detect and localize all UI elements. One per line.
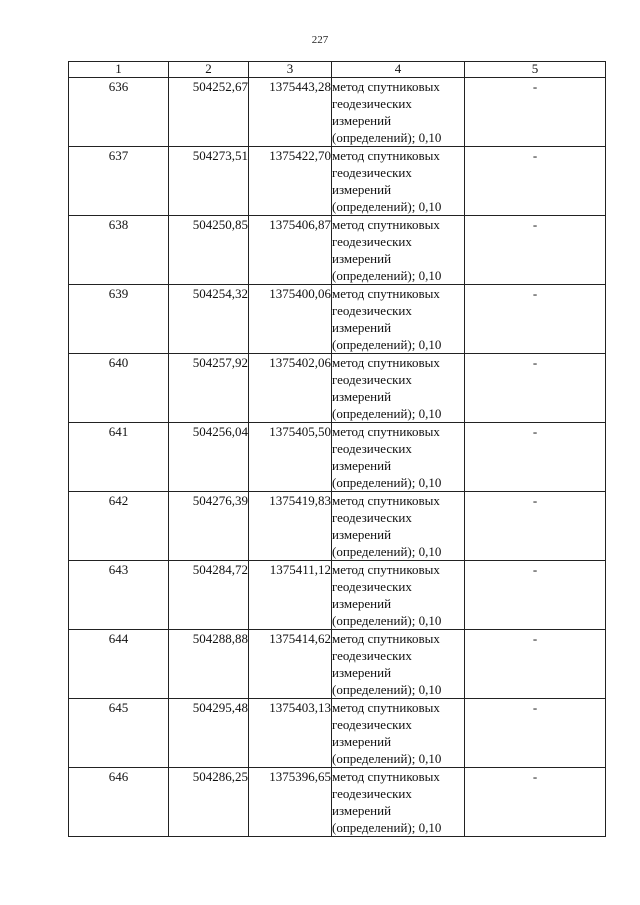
method-cell — [332, 423, 465, 492]
method-text-line: измерений — [332, 734, 392, 749]
x-coordinate-cell: 504252,67 — [169, 78, 249, 147]
method-text-line: (определений); 0,10 — [332, 268, 442, 283]
method-cell — [332, 768, 465, 837]
column-header: 1 — [69, 62, 169, 78]
point-number-cell: 642 — [69, 492, 169, 561]
point-number-cell: 644 — [69, 630, 169, 699]
method-text-line: геодезических — [332, 303, 412, 318]
method-text-line: геодезических — [332, 441, 412, 456]
note-cell: - — [465, 561, 606, 630]
method-cell — [332, 216, 465, 285]
y-coordinate-cell: 1375402,06 — [249, 354, 332, 423]
y-coordinate-cell: 1375396,65 — [249, 768, 332, 837]
x-coordinate-cell: 504254,32 — [169, 285, 249, 354]
method-text-line: (определений); 0,10 — [332, 751, 442, 766]
y-coordinate-cell: 1375406,87 — [249, 216, 332, 285]
method-cell — [332, 492, 465, 561]
method-text-line: геодезических — [332, 717, 412, 732]
method-text-line: геодезических — [332, 165, 412, 180]
table-row — [69, 216, 606, 285]
column-header: 3 — [249, 62, 332, 78]
method-text-line: измерений — [332, 182, 392, 197]
method-text-line: (определений); 0,10 — [332, 130, 442, 145]
method-cell — [332, 630, 465, 699]
method-text-line: метод спутниковых — [332, 217, 440, 232]
method-text-line: метод спутниковых — [332, 700, 440, 715]
method-text-line: измерений — [332, 803, 392, 818]
method-text-line: геодезических — [332, 579, 412, 594]
method-text-line: (определений); 0,10 — [332, 337, 442, 352]
note-cell: - — [465, 147, 606, 216]
point-number-cell: 639 — [69, 285, 169, 354]
method-text-line: метод спутниковых — [332, 562, 440, 577]
y-coordinate-cell: 1375400,06 — [249, 285, 332, 354]
note-cell: - — [465, 699, 606, 768]
method-text-line: геодезических — [332, 510, 412, 525]
note-cell: - — [465, 78, 606, 147]
point-number-cell: 637 — [69, 147, 169, 216]
method-text-line: (определений); 0,10 — [332, 613, 442, 628]
method-cell — [332, 561, 465, 630]
method-text-line: геодезических — [332, 96, 412, 111]
method-text-line: метод спутниковых — [332, 769, 440, 784]
method-text-line: измерений — [332, 113, 392, 128]
table-row — [69, 699, 606, 768]
x-coordinate-cell: 504288,88 — [169, 630, 249, 699]
y-coordinate-cell: 1375403,13 — [249, 699, 332, 768]
method-text-line: метод спутниковых — [332, 631, 440, 646]
method-text-line: геодезических — [332, 234, 412, 249]
y-coordinate-cell: 1375411,12 — [249, 561, 332, 630]
method-text-line: (определений); 0,10 — [332, 406, 442, 421]
method-text-line: метод спутниковых — [332, 79, 440, 94]
column-header: 4 — [332, 62, 465, 78]
method-text-line: измерений — [332, 596, 392, 611]
note-cell: - — [465, 285, 606, 354]
table-header-row — [69, 62, 606, 78]
note-cell: - — [465, 768, 606, 837]
x-coordinate-cell: 504257,92 — [169, 354, 249, 423]
point-number-cell: 646 — [69, 768, 169, 837]
x-coordinate-cell: 504273,51 — [169, 147, 249, 216]
method-text-line: измерений — [332, 320, 392, 335]
method-text-line: (определений); 0,10 — [332, 544, 442, 559]
method-text-line: измерений — [332, 527, 392, 542]
note-cell: - — [465, 630, 606, 699]
note-cell: - — [465, 354, 606, 423]
note-cell: - — [465, 423, 606, 492]
method-text-line: (определений); 0,10 — [332, 199, 442, 214]
table-row — [69, 492, 606, 561]
table-row — [69, 561, 606, 630]
method-text-line: измерений — [332, 665, 392, 680]
coordinates-table — [68, 61, 606, 837]
x-coordinate-cell: 504284,72 — [169, 561, 249, 630]
method-cell — [332, 699, 465, 768]
table-row — [69, 423, 606, 492]
table-row — [69, 285, 606, 354]
method-cell — [332, 147, 465, 216]
method-text-line: (определений); 0,10 — [332, 682, 442, 697]
y-coordinate-cell: 1375422,70 — [249, 147, 332, 216]
y-coordinate-cell: 1375443,28 — [249, 78, 332, 147]
method-text-line: измерений — [332, 389, 392, 404]
method-text-line: метод спутниковых — [332, 286, 440, 301]
method-cell — [332, 78, 465, 147]
x-coordinate-cell: 504295,48 — [169, 699, 249, 768]
y-coordinate-cell: 1375405,50 — [249, 423, 332, 492]
method-text-line: метод спутниковых — [332, 355, 440, 370]
method-text-line: измерений — [332, 458, 392, 473]
table-row — [69, 630, 606, 699]
y-coordinate-cell: 1375414,62 — [249, 630, 332, 699]
table-body — [69, 78, 606, 837]
note-cell: - — [465, 492, 606, 561]
method-text-line: метод спутниковых — [332, 148, 440, 163]
point-number-cell: 638 — [69, 216, 169, 285]
x-coordinate-cell: 504250,85 — [169, 216, 249, 285]
method-text-line: метод спутниковых — [332, 424, 440, 439]
y-coordinate-cell: 1375419,83 — [249, 492, 332, 561]
point-number-cell: 640 — [69, 354, 169, 423]
method-text-line: (определений); 0,10 — [332, 475, 442, 490]
note-cell: - — [465, 216, 606, 285]
page-number: 227 — [311, 34, 329, 46]
table-row — [69, 768, 606, 837]
method-text-line: геодезических — [332, 648, 412, 663]
method-text-line: измерений — [332, 251, 392, 266]
point-number-cell: 643 — [69, 561, 169, 630]
point-number-cell: 636 — [69, 78, 169, 147]
column-header: 5 — [465, 62, 606, 78]
table-row — [69, 354, 606, 423]
column-header: 2 — [169, 62, 249, 78]
x-coordinate-cell: 504286,25 — [169, 768, 249, 837]
x-coordinate-cell: 504256,04 — [169, 423, 249, 492]
table-row — [69, 147, 606, 216]
x-coordinate-cell: 504276,39 — [169, 492, 249, 561]
method-text-line: метод спутниковых — [332, 493, 440, 508]
method-cell — [332, 354, 465, 423]
table-row — [69, 78, 606, 147]
point-number-cell: 645 — [69, 699, 169, 768]
method-cell — [332, 285, 465, 354]
method-text-line: геодезических — [332, 786, 412, 801]
method-text-line: геодезических — [332, 372, 412, 387]
method-text-line: (определений); 0,10 — [332, 820, 442, 835]
point-number-cell: 641 — [69, 423, 169, 492]
